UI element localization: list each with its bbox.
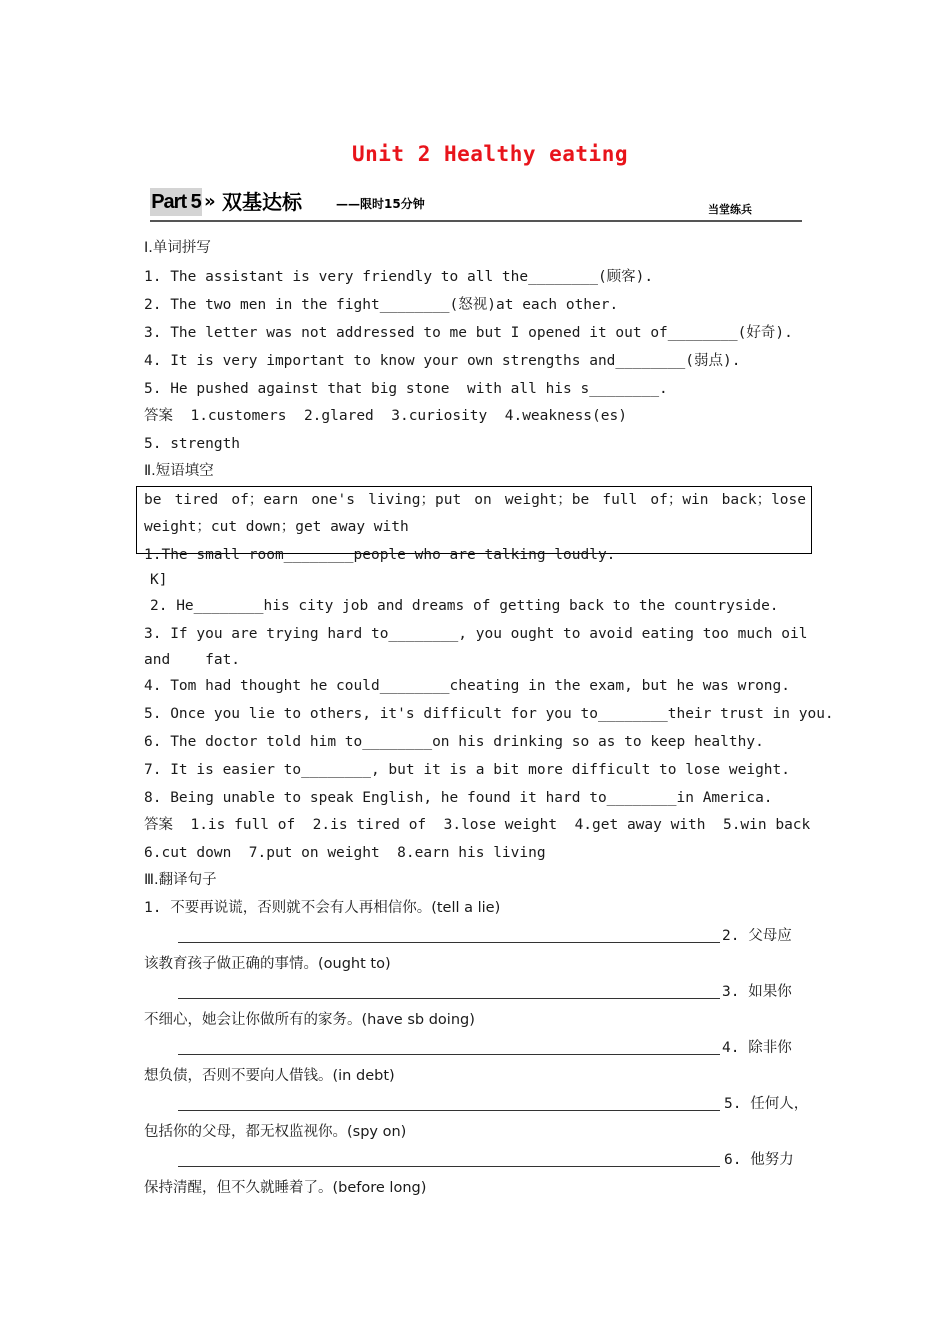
s2-item-8: 8. Being unable to speak English, he found it hard to________in America. bbox=[144, 790, 773, 806]
s3-item-4-head bbox=[722, 1038, 792, 1058]
s2-item-3: 3. If you are trying hard to________, you ought to avoid eating too much oil bbox=[144, 626, 808, 642]
s3-item-6-num: 6. bbox=[724, 1152, 742, 1168]
s3-item-1 bbox=[144, 898, 500, 918]
part-banner bbox=[150, 186, 802, 224]
s2-item-3-cont: and fat. bbox=[144, 652, 241, 668]
s3-item-3-num: 3. bbox=[722, 984, 740, 1000]
s3-item-6-head bbox=[724, 1150, 794, 1170]
answer-line-2[interactable] bbox=[178, 998, 720, 999]
s3-item-4-text-b: 想负债，否则不要向人借钱。(in debt) bbox=[144, 1068, 395, 1084]
s3-item-1-text: 不要再说谎，否则就不会有人再相信你。(tell a lie) bbox=[170, 900, 501, 916]
s1-answers-line1: 答案 1.customers 2.glared 3.curiosity 4.weakness(es) bbox=[144, 408, 627, 424]
answer-line-5[interactable] bbox=[178, 1166, 720, 1167]
s3-item-5-text-b: 包括你的父母，都无权监视你。(spy on) bbox=[144, 1124, 407, 1140]
phrase-box-line1: be tired of；earn one's living；put on weight；be full of；win back；lose bbox=[144, 492, 806, 508]
banner-rule bbox=[150, 220, 802, 222]
s3-item-5-head bbox=[724, 1094, 808, 1114]
s2-item-4: 4. Tom had thought he could________cheating in the exam, but he was wrong. bbox=[144, 678, 791, 694]
s3-item-4-text-a: 除非你 bbox=[748, 1040, 792, 1056]
phrase-box-line2: weight；cut down；get away with bbox=[144, 519, 409, 535]
s3-item-1-num: 1. bbox=[144, 900, 162, 916]
section1-heading: Ⅰ.单词拼写 bbox=[144, 240, 211, 256]
s3-item-5-num: 5. bbox=[724, 1096, 742, 1112]
s2-item-5: 5. Once you lie to others, it's difficult for you to________their trust in you. bbox=[144, 706, 834, 722]
s3-item-2-num: 2. bbox=[722, 928, 740, 944]
s3-item-2-text-a: 父母应 bbox=[748, 928, 792, 944]
s3-item-3-head bbox=[722, 982, 792, 1002]
s2-item-2: 2. He________his city job and dreams of getting back to the countryside. bbox=[150, 598, 779, 614]
answer-line-1[interactable] bbox=[178, 942, 720, 943]
section3-heading: Ⅲ.翻译句子 bbox=[144, 872, 217, 888]
s1-item-5: 5. He pushed against that big stone with all his s________. bbox=[144, 381, 668, 397]
s2-answers-line2: 6.cut down 7.put on weight 8.earn his living bbox=[144, 845, 546, 861]
banner-right-label: 当堂练兵 bbox=[708, 203, 752, 216]
s1-item-2: 2. The two men in the fight________(怒视)at each other. bbox=[144, 297, 619, 313]
s3-item-3-text-b: 不细心，她会让你做所有的家务。(have sb doing) bbox=[144, 1012, 475, 1028]
s3-item-6-text-a: 他努力 bbox=[750, 1152, 794, 1168]
s2-item-6: 6. The doctor told him to________on his drinking so as to keep healthy. bbox=[144, 734, 764, 750]
s1-item-1: 1. The assistant is very friendly to all the________(顾客). bbox=[144, 269, 654, 285]
s3-item-4-num: 4. bbox=[722, 1040, 740, 1056]
s2-item-1: 1.The small room________people who are talking loudly. bbox=[144, 547, 616, 563]
s1-item-4: 4. It is very important to know your own strengths and________(弱点). bbox=[144, 353, 741, 369]
s2-item-7: 7. It is easier to________, but it is a bit more difficult to lose weight. bbox=[144, 762, 791, 778]
chevron-right-icon: » bbox=[204, 191, 216, 212]
s3-item-3-text-a: 如果你 bbox=[748, 984, 792, 1000]
s1-answers-line2: 5. strength bbox=[144, 436, 241, 452]
answer-line-4[interactable] bbox=[178, 1110, 720, 1111]
banner-heading: 双基达标 bbox=[222, 190, 302, 214]
s3-item-6-text-b: 保持清醒，但不久就睡着了。(before long) bbox=[144, 1180, 427, 1196]
s2-answers-line1: 答案 1.is full of 2.is tired of 3.lose weight 4.get away with 5.win back bbox=[144, 817, 811, 833]
s1-item-3: 3. The letter was not addressed to me but I opened it out of________(好奇). bbox=[144, 325, 793, 341]
s3-item-2-text-b: 该教育孩子做正确的事情。(ought to) bbox=[144, 956, 391, 972]
s3-item-2-head bbox=[722, 926, 792, 946]
s3-item-5-text-a: 任何人， bbox=[750, 1096, 809, 1112]
answer-line-3[interactable] bbox=[178, 1054, 720, 1055]
time-limit: ——限时15分钟 bbox=[336, 197, 425, 211]
page-title: Unit 2 Healthy eating bbox=[351, 142, 628, 166]
s2-stray-mark: K] bbox=[150, 572, 168, 588]
section2-heading: Ⅱ.短语填空 bbox=[144, 463, 214, 479]
part-label: Part 5 bbox=[150, 188, 202, 216]
